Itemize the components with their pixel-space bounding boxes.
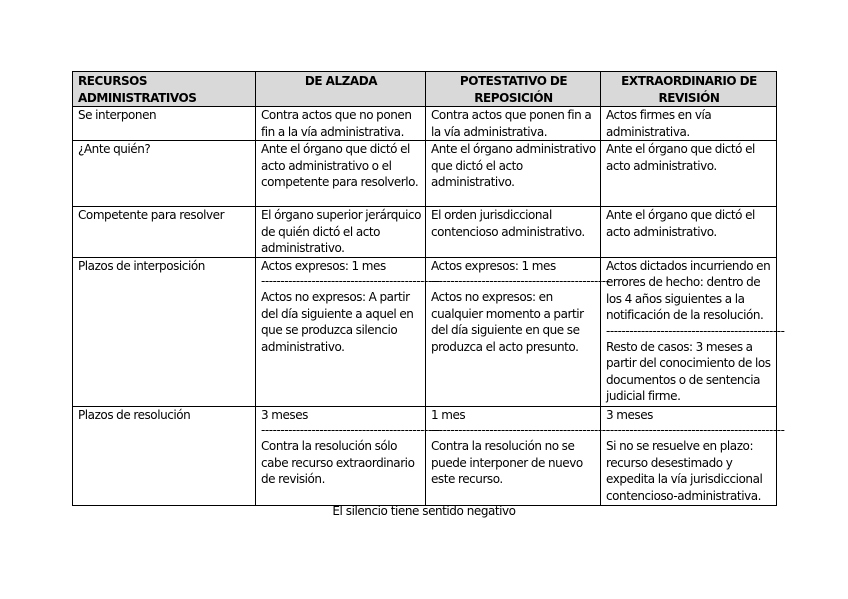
cell-revision <box>601 107 777 141</box>
cell-alzada <box>256 207 426 258</box>
row-label: Competente para resolver <box>73 207 256 258</box>
cell-text: Actos dictados incurriendo en errores de hecho: dentro de los 4 años siguientes a la notificación de la resolución. <box>606 258 771 322</box>
cell-revision <box>601 207 777 258</box>
cell-text: Actos no expresos: A partir del día siguiente a aquel en que se produzca silencio administrativo. <box>261 290 414 354</box>
cell-revision <box>601 141 777 207</box>
table-row <box>73 141 777 207</box>
cell-text: Ante el órgano administrativo que dictó el acto administrativo. <box>431 142 596 189</box>
table-row <box>73 406 777 505</box>
cell-reposicion <box>426 406 610 505</box>
recursos-table <box>72 71 785 506</box>
dashed-separator: ---------------------------------------------- <box>606 323 785 338</box>
cell-text: Contra actos que ponen fin a la vía administrativa. <box>431 108 592 139</box>
cell-text: 1 mes <box>431 407 466 422</box>
table-row <box>73 107 777 141</box>
header-row <box>73 72 777 107</box>
cell-alzada <box>256 141 426 207</box>
dashed-separator: ---------------------------------------------- <box>261 274 440 288</box>
header-extraordinario-de-revision: EXTRAORDINARIO DE REVISIÓN <box>601 72 777 107</box>
cell-reposicion <box>426 141 601 207</box>
row-label: Se interponen <box>73 107 256 141</box>
cell-text: Actos firmes en vía administrativa. <box>606 108 712 139</box>
cell-text: Ante el órgano que dictó el acto administrativo o el competente para resolverlo. <box>261 142 419 189</box>
cell-alzada <box>256 107 426 141</box>
dashed-separator: ---------------------------------------------- <box>431 274 610 288</box>
cell-reposicion <box>426 107 601 141</box>
header-de-alzada: DE ALZADA <box>256 72 426 107</box>
row-label: Plazos de interposición <box>73 257 256 406</box>
dashed-separator: ---------------------------------------------- <box>606 423 785 437</box>
silence-note-caption: El silencio tiene sentido negativo <box>332 504 516 518</box>
cell-text: Contra la resolución no se puede interponer de nuevo este recurso. <box>431 439 583 486</box>
cell-text: Actos expresos: 1 mes <box>261 258 386 273</box>
cell-text: El orden jurisdiccional contencioso administrativo. <box>431 208 585 239</box>
cell-text: Contra actos que no ponen fin a la vía administrativa. <box>261 108 412 139</box>
table-body <box>73 107 785 506</box>
cell-text: Actos no expresos: en cualquier momento a partir del día siguiente en que se produzca el acto presunto. <box>431 290 584 354</box>
cell-text: 3 meses <box>261 407 308 422</box>
cell-text: Resto de casos: 3 meses a partir del conocimiento de los documentos o de sentencia judicial firme. <box>606 339 771 403</box>
cell-revision <box>601 257 785 406</box>
cell-alzada <box>256 257 440 406</box>
header-recursos-administrativos: RECURSOS ADMINISTRATIVOS <box>73 72 256 107</box>
cell-revision <box>601 406 785 505</box>
table-row <box>73 257 777 406</box>
table-header <box>73 72 777 107</box>
table-row <box>73 207 777 258</box>
cell-reposicion <box>426 207 601 258</box>
cell-text: Ante el órgano que dictó el acto administrativo. <box>606 142 755 173</box>
row-label: Plazos de resolución <box>73 406 256 505</box>
header-potestativo-de-reposicion: POTESTATIVO DE REPOSICIÓN <box>426 72 601 107</box>
dashed-separator: ---------------------------------------------- <box>261 423 440 437</box>
cell-reposicion <box>426 257 610 406</box>
cell-text: Actos expresos: 1 mes <box>431 258 556 273</box>
cell-text: 3 meses <box>606 407 653 422</box>
row-label: ¿Ante quién? <box>73 141 256 207</box>
cell-alzada <box>256 406 440 505</box>
cell-text: Si no se resuelve en plazo: recurso desestimado y expedita la vía jurisdiccional contencioso-administrativa. <box>606 439 763 503</box>
cell-text: Contra la resolución sólo cabe recurso extraordinario de revisión. <box>261 439 415 486</box>
dashed-separator: ---------------------------------------------- <box>431 423 610 437</box>
cell-text: Ante el órgano que dictó el acto administrativo. <box>606 208 755 239</box>
cell-text: El órgano superior jerárquico de quién dictó el acto administrativo. <box>261 208 422 255</box>
